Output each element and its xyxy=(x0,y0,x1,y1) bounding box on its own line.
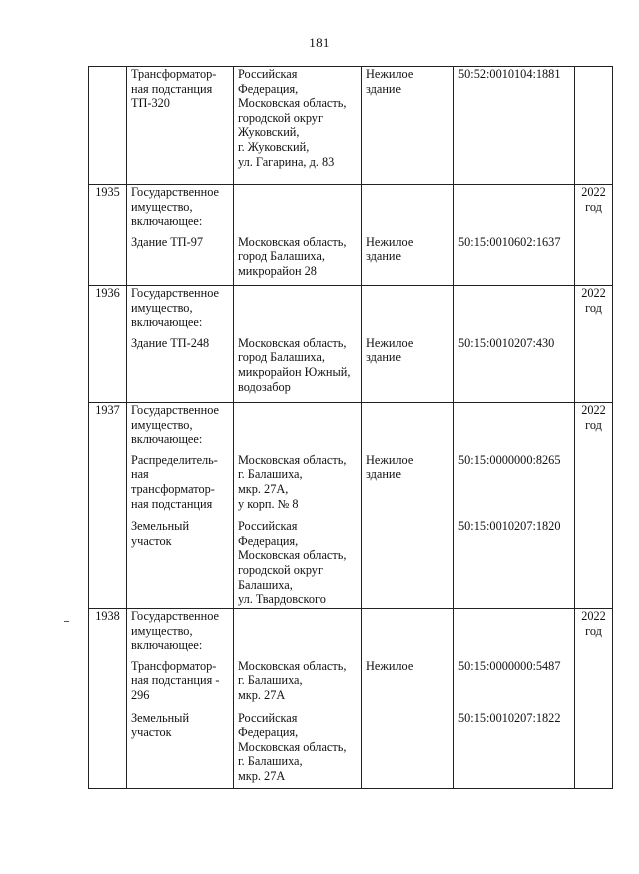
property-group-heading-line: имущество, xyxy=(131,300,193,315)
object-address-line: Федерация, xyxy=(238,81,299,96)
year-label xyxy=(575,286,612,315)
cell-segment xyxy=(131,286,230,330)
object-address-line: Балашиха, xyxy=(238,577,293,592)
cell-segment xyxy=(366,659,450,703)
property-group-heading-line: имущество, xyxy=(131,417,193,432)
address-cell xyxy=(234,403,362,609)
object-type-line: Нежилое xyxy=(366,452,414,467)
cell-segment xyxy=(131,235,230,279)
object-name xyxy=(131,453,230,511)
object-address-line: микрорайон Южный, xyxy=(238,364,351,379)
cadastral-number: 50:15:0010207:1822 xyxy=(458,710,561,725)
table-row xyxy=(89,403,613,609)
property-group-heading-line: включающее: xyxy=(131,315,203,330)
cell-segment xyxy=(238,403,358,447)
row-number: 1936 xyxy=(95,286,120,300)
object-type xyxy=(366,336,450,365)
object-address-line: городской округ xyxy=(238,110,323,125)
object-address-line: мкр. 27А xyxy=(238,768,286,783)
address-cell xyxy=(234,609,362,789)
object-name-line: ная подстанция xyxy=(131,81,213,96)
property-group-heading xyxy=(131,286,230,330)
address-cell xyxy=(234,286,362,403)
table-row xyxy=(89,609,613,789)
cadastral-number-cell xyxy=(454,67,575,185)
block-spacer xyxy=(366,703,450,711)
object-type-line: здание xyxy=(366,249,401,264)
address-cell xyxy=(234,67,362,185)
object-name-line: Трансформатор- xyxy=(131,67,217,81)
cell-segment xyxy=(458,519,571,607)
cell-segment xyxy=(238,286,358,330)
property-group-heading xyxy=(131,185,230,229)
table-row xyxy=(89,286,613,403)
object-type-cell xyxy=(362,403,454,609)
year-label-line: год xyxy=(585,417,602,432)
cell-segment xyxy=(366,286,450,330)
object-name xyxy=(131,336,230,351)
property-group-heading-line: имущество, xyxy=(131,623,193,638)
row-number: 1937 xyxy=(95,403,120,417)
object-name xyxy=(131,711,230,740)
object-address-line: ул. Гагарина, д. 83 xyxy=(238,154,335,169)
object-address-line: Московская область, xyxy=(238,548,347,563)
object-type-line: Нежилое xyxy=(366,67,414,81)
address-cell xyxy=(234,185,362,286)
object-address-line: городской округ xyxy=(238,562,323,577)
object-name-line: ная подстанция xyxy=(131,496,213,511)
object-address-line: Московская область, xyxy=(238,658,347,673)
cell-segment xyxy=(131,659,230,703)
row-number-cell xyxy=(89,286,127,403)
year-label xyxy=(575,403,612,432)
block-spacer xyxy=(238,703,358,711)
cell-segment xyxy=(238,659,358,703)
cell-segment xyxy=(458,609,571,653)
block-spacer xyxy=(366,511,450,519)
object-address-line: мкр. 27А, xyxy=(238,481,289,496)
object-type xyxy=(366,67,450,96)
object-name-line: трансформатор- xyxy=(131,481,215,496)
object-type-cell xyxy=(362,185,454,286)
table-row xyxy=(89,185,613,286)
year-label-line: 2022 xyxy=(581,286,606,300)
cell-segment xyxy=(131,336,230,394)
object-type-line: Нежилое xyxy=(366,658,414,673)
cell-segment xyxy=(238,67,358,169)
object-address-line: г. Балашиха, xyxy=(238,754,303,769)
object-address-line: г. Жуковский, xyxy=(238,139,310,154)
scan-artifact-mark xyxy=(64,621,69,622)
property-group-heading-line: Государственное xyxy=(131,403,219,417)
object-address-line: Московская область, xyxy=(238,739,347,754)
cadastral-number: 50:15:0010207:430 xyxy=(458,335,555,350)
object-name xyxy=(131,659,230,703)
cell-segment xyxy=(366,609,450,653)
cell-segment xyxy=(458,67,571,169)
property-group-heading-line: имущество, xyxy=(131,199,193,214)
object-address-line: Российская xyxy=(238,710,298,725)
cell-segment xyxy=(366,519,450,607)
year-cell xyxy=(575,609,613,789)
object-address-line: Московская область, xyxy=(238,96,347,111)
block-spacer xyxy=(131,703,230,711)
cell-segment xyxy=(131,67,230,169)
cell-segment xyxy=(366,453,450,511)
year-label-line: 2022 xyxy=(581,185,606,199)
object-type-line: здание xyxy=(366,467,401,482)
row-number-cell xyxy=(89,609,127,789)
cell-segment xyxy=(366,235,450,279)
year-label-line: год xyxy=(585,199,602,214)
object-address-line: ул. Твардовского xyxy=(238,592,326,607)
block-spacer xyxy=(238,511,358,519)
row-number-cell xyxy=(89,403,127,609)
cadastral-number-cell xyxy=(454,609,575,789)
cell-segment xyxy=(366,336,450,394)
cell-segment xyxy=(238,609,358,653)
object-name-line: Здание ТП-97 xyxy=(131,234,204,249)
object-address-line: Московская область, xyxy=(238,335,347,350)
cadastral-number: 50:52:0010104:1881 xyxy=(458,67,561,81)
object-address-line: Московская область, xyxy=(238,234,347,249)
block-spacer xyxy=(131,511,230,519)
table-row xyxy=(89,67,613,185)
object-address-line: Жуковский, xyxy=(238,125,300,140)
object-name-line: Здание ТП-248 xyxy=(131,335,210,350)
cadastral-number-cell xyxy=(454,286,575,403)
object-type-line: Нежилое xyxy=(366,234,414,249)
object-name-line: 296 xyxy=(131,687,150,702)
object-address-line: Федерация, xyxy=(238,725,299,740)
object-name xyxy=(131,235,230,250)
cell-segment xyxy=(238,336,358,394)
cell-segment xyxy=(238,235,358,279)
object-name-line: Трансформатор- xyxy=(131,658,217,673)
object-address xyxy=(238,67,358,169)
object-address xyxy=(238,659,358,703)
object-type xyxy=(366,453,450,482)
cell-segment xyxy=(366,711,450,784)
table-body xyxy=(89,67,613,789)
object-type xyxy=(366,235,450,264)
object-name-cell xyxy=(127,609,234,789)
property-group-heading-line: включающее: xyxy=(131,432,203,447)
object-address-line: водозабор xyxy=(238,379,291,394)
cell-segment xyxy=(458,235,571,279)
object-name-line: Земельный xyxy=(131,710,190,725)
year-cell xyxy=(575,286,613,403)
object-name-line: Земельный xyxy=(131,519,190,534)
cell-segment xyxy=(131,453,230,511)
object-address xyxy=(238,453,358,511)
cadastral-number: 50:15:0010602:1637 xyxy=(458,234,561,249)
block-spacer xyxy=(458,703,571,711)
object-type-line: Нежилое xyxy=(366,335,414,350)
property-group-heading xyxy=(131,609,230,653)
property-group-heading xyxy=(131,403,230,447)
row-number-cell xyxy=(89,67,127,185)
object-address-line: город Балашиха, xyxy=(238,350,325,365)
cell-segment xyxy=(131,609,230,653)
cell-segment xyxy=(366,403,450,447)
cadastral-number: 50:15:0000000:5487 xyxy=(458,658,561,673)
cell-segment xyxy=(131,711,230,784)
property-group-heading-line: Государственное xyxy=(131,609,219,623)
object-address-line: Федерация, xyxy=(238,533,299,548)
object-name-cell xyxy=(127,185,234,286)
object-address xyxy=(238,235,358,279)
cell-segment xyxy=(238,453,358,511)
object-address-line: город Балашиха, xyxy=(238,249,325,264)
object-address-line: г. Балашиха, xyxy=(238,467,303,482)
object-type-line: здание xyxy=(366,81,401,96)
object-address-line: Московская область, xyxy=(238,452,347,467)
page-number: 181 xyxy=(309,35,330,50)
object-name xyxy=(131,67,230,111)
object-name xyxy=(131,519,230,548)
cell-segment xyxy=(131,519,230,607)
object-name-line: ная подстанция - xyxy=(131,673,220,688)
object-address xyxy=(238,336,358,394)
row-number: 1935 xyxy=(95,185,120,199)
cell-segment xyxy=(238,711,358,784)
object-address-line: Российская xyxy=(238,67,298,81)
cell-segment xyxy=(458,403,571,447)
year-label xyxy=(575,609,612,638)
cell-segment xyxy=(458,659,571,703)
cadastral-number-cell xyxy=(454,185,575,286)
year-label xyxy=(575,185,612,214)
year-label-line: 2022 xyxy=(581,403,606,417)
year-cell xyxy=(575,185,613,286)
object-address-line: г. Балашиха, xyxy=(238,673,303,688)
property-group-heading-line: включающее: xyxy=(131,638,203,653)
cell-segment xyxy=(238,185,358,229)
cadastral-number: 50:15:0010207:1820 xyxy=(458,519,561,534)
cell-segment xyxy=(366,67,450,169)
row-number: 1938 xyxy=(95,609,120,623)
object-address-line: Российская xyxy=(238,519,298,534)
cell-segment xyxy=(458,336,571,394)
year-label-line: год xyxy=(585,623,602,638)
object-name-cell xyxy=(127,67,234,185)
cadastral-number-cell xyxy=(454,403,575,609)
object-name-cell xyxy=(127,403,234,609)
object-type-cell xyxy=(362,67,454,185)
object-address-line: мкр. 27А xyxy=(238,687,286,702)
block-spacer xyxy=(458,511,571,519)
cell-segment xyxy=(131,185,230,229)
property-group-heading-line: включающее: xyxy=(131,214,203,229)
object-name-line: Распределитель- xyxy=(131,452,218,467)
cell-segment xyxy=(458,711,571,784)
object-type-cell xyxy=(362,609,454,789)
object-name-line: ТП-320 xyxy=(131,96,170,111)
object-name-cell xyxy=(127,286,234,403)
object-type xyxy=(366,659,450,674)
object-address xyxy=(238,519,358,607)
year-cell xyxy=(575,403,613,609)
object-name-line: участок xyxy=(131,725,172,740)
property-table xyxy=(88,66,613,789)
cadastral-number: 50:15:0000000:8265 xyxy=(458,452,561,467)
year-label-line: год xyxy=(585,300,602,315)
year-label-line: 2022 xyxy=(581,609,606,623)
object-address xyxy=(238,711,358,784)
cell-segment xyxy=(366,185,450,229)
property-group-heading-line: Государственное xyxy=(131,185,219,199)
cell-segment xyxy=(458,286,571,330)
year-cell xyxy=(575,67,613,185)
object-type-line: здание xyxy=(366,350,401,365)
object-name-line: участок xyxy=(131,533,172,548)
object-address-line: у корп. № 8 xyxy=(238,496,299,511)
cell-segment xyxy=(458,453,571,511)
cell-segment xyxy=(458,185,571,229)
cell-segment xyxy=(131,403,230,447)
property-group-heading-line: Государственное xyxy=(131,286,219,300)
object-address-line: микрорайон 28 xyxy=(238,263,317,278)
object-type-cell xyxy=(362,286,454,403)
object-name-line: ная xyxy=(131,467,149,482)
row-number-cell xyxy=(89,185,127,286)
cell-segment xyxy=(238,519,358,607)
